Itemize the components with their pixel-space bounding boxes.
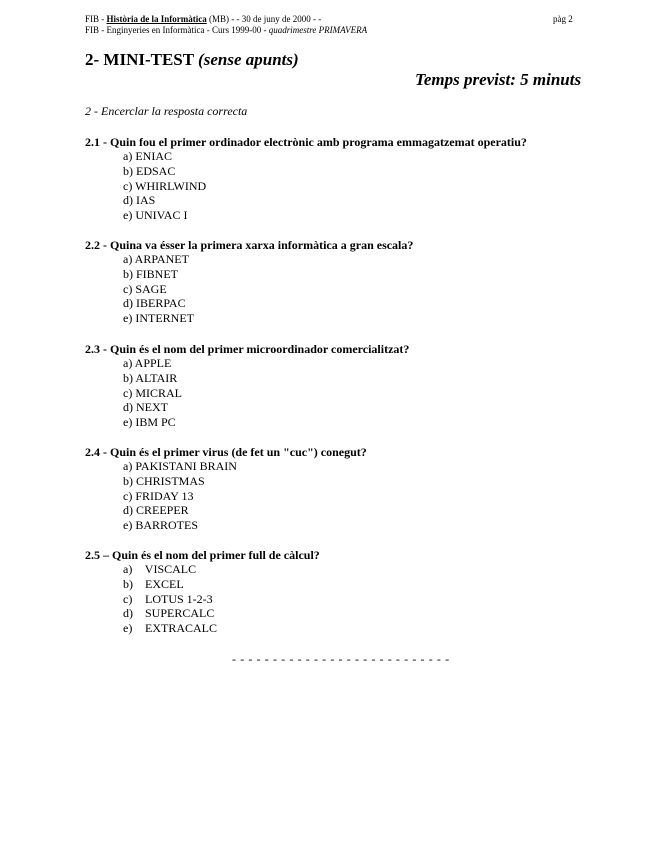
header-line-2: [85, 25, 367, 36]
option-e[interactable]: e) BARROTES: [123, 518, 199, 533]
question-2-2: [85, 238, 605, 326]
question-text: 2.5 – Quin és el nom del primer full de càlcul?: [85, 548, 320, 562]
title-subtitle: (sense apunts): [198, 50, 299, 69]
question-2-1: [85, 135, 605, 223]
header-date: (MB) - - 30 de juny de 2000 - -: [206, 14, 322, 24]
option-c[interactable]: c) WHIRLWIND: [123, 178, 207, 193]
question-text: 2.3 - Quin és el nom del primer microordinador comercialitzat?: [85, 342, 410, 356]
question-text: 2.4 - Quin és el primer virus (de fet un "cuc") conegut?: [85, 445, 367, 459]
option-b[interactable]: b) EXCEL: [123, 576, 184, 591]
header-term: quadrimestre PRIMAVERA: [268, 25, 368, 35]
page-title: [85, 50, 299, 70]
option-b[interactable]: b) EDSAC: [123, 163, 176, 178]
instruction: 2 - Encerclar la resposta correcta: [85, 104, 248, 118]
option-c[interactable]: c) LOTUS 1-2-3: [123, 591, 213, 606]
title-main: 2- MINI-TEST: [85, 50, 199, 69]
options-list: [85, 356, 605, 430]
option-c[interactable]: c) FRIDAY 13: [123, 488, 194, 503]
time-estimate: Temps previst: 5 minuts: [415, 70, 582, 89]
option-c[interactable]: c) MICRAL: [123, 385, 182, 400]
options-list: [85, 252, 605, 326]
header-school: FIB - Enginyeries en Informàtica - Curs 1999-00 -: [85, 25, 269, 35]
separator-line: - - - - - - - - - - - - - - - - - - - - - - - - - - -: [232, 652, 450, 666]
course-name: Història de la Informàtica: [106, 14, 207, 24]
option-e[interactable]: e) UNIVAC I: [123, 208, 188, 223]
question-2-5: [85, 548, 605, 636]
option-d[interactable]: d) IBERPAC: [123, 296, 186, 311]
option-e[interactable]: e) INTERNET: [123, 311, 194, 326]
options-list: [85, 562, 605, 636]
header-prefix: FIB -: [85, 14, 107, 24]
option-d[interactable]: d) CREEPER: [123, 503, 189, 518]
option-b[interactable]: b) CHRISTMAS: [123, 473, 205, 488]
option-c[interactable]: c) SAGE: [123, 281, 167, 296]
option-a[interactable]: a) ENIAC: [123, 149, 172, 163]
question-text: 2.1 - Quin fou el primer ordinador electrònic amb programa emmagatzemat operatiu?: [85, 135, 527, 149]
option-b[interactable]: b) FIBNET: [123, 266, 178, 281]
options-list: [85, 149, 605, 223]
question-2-4: [85, 445, 605, 533]
option-a[interactable]: a) PAKISTANI BRAIN: [123, 459, 237, 473]
option-e[interactable]: e) IBM PC: [123, 415, 176, 430]
page-number: pàg 2: [553, 14, 573, 24]
option-a[interactable]: a) VISCALC: [123, 562, 197, 576]
option-e[interactable]: e) EXTRACALC: [123, 621, 217, 636]
option-a[interactable]: a) ARPANET: [123, 252, 189, 266]
options-list: [85, 459, 605, 533]
question-text: 2.2 - Quina va ésser la primera xarxa informàtica a gran escala?: [85, 238, 414, 252]
option-b[interactable]: b) ALTAIR: [123, 370, 178, 385]
question-2-3: [85, 342, 605, 430]
header-line-1: [85, 14, 321, 25]
option-a[interactable]: a) APPLE: [123, 356, 172, 370]
option-d[interactable]: d) SUPERCALC: [123, 606, 215, 621]
option-d[interactable]: d) NEXT: [123, 400, 168, 415]
option-d[interactable]: d) IAS: [123, 193, 156, 208]
